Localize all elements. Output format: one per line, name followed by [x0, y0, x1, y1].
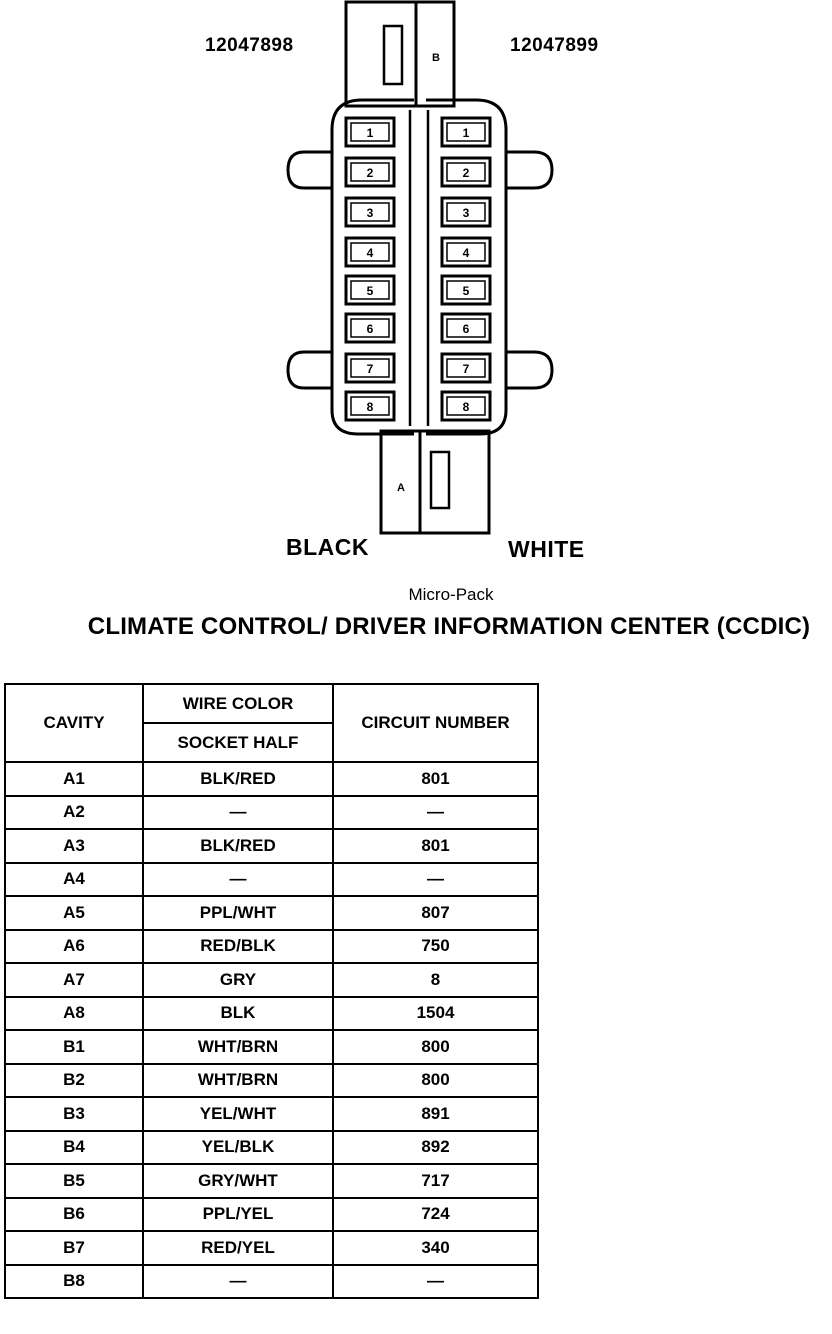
- cavity-cell: A3: [5, 829, 143, 863]
- table-row: [5, 896, 538, 930]
- wire-color-cell: YEL/WHT: [143, 1097, 333, 1131]
- circuit-number-cell: 891: [333, 1097, 538, 1131]
- label-black: BLACK: [286, 534, 369, 560]
- table-row: [5, 829, 538, 863]
- half-a-letter: A: [397, 482, 405, 494]
- cavity-cell: B2: [5, 1064, 143, 1098]
- table-row: [5, 997, 538, 1031]
- half-b-latch-slot: [384, 26, 402, 84]
- caption-subtitle: Micro-Pack: [408, 585, 494, 604]
- wire-color-cell: PPL/YEL: [143, 1198, 333, 1232]
- wire-color-cell: RED/BLK: [143, 930, 333, 964]
- cavity-number-white-1: 1: [462, 126, 470, 140]
- cavity-cell: A2: [5, 796, 143, 830]
- cavity-number-black-6: 6: [366, 322, 374, 336]
- cavity-number-black-5: 5: [366, 284, 374, 298]
- half-a-latch-slot: [431, 452, 449, 508]
- cavity-number-black-1: 1: [366, 126, 374, 140]
- header-socket-half: SOCKET HALF: [143, 723, 333, 762]
- wire-color-cell: YEL/BLK: [143, 1131, 333, 1165]
- table-row: [5, 930, 538, 964]
- circuit-number-cell: 892: [333, 1131, 538, 1165]
- table-row: [5, 762, 538, 796]
- table-row: [5, 1030, 538, 1064]
- ear-right-top: [506, 152, 552, 188]
- cavity-cell: A8: [5, 997, 143, 1031]
- circuit-number-cell: 340: [333, 1231, 538, 1265]
- circuit-number-cell: —: [333, 796, 538, 830]
- cavity-cell: A6: [5, 930, 143, 964]
- cavity-cell: A1: [5, 762, 143, 796]
- cavity-number-white-7: 7: [462, 362, 470, 376]
- half-b-letter: B: [432, 52, 440, 64]
- circuit-number-cell: 800: [333, 1064, 538, 1098]
- circuit-number-cell: 800: [333, 1030, 538, 1064]
- table-row: [5, 1097, 538, 1131]
- pinout-table: [4, 683, 539, 1299]
- cavity-cell: A7: [5, 963, 143, 997]
- table-row: [5, 963, 538, 997]
- cavity-cell: B8: [5, 1265, 143, 1299]
- cavity-number-black-3: 3: [366, 206, 374, 220]
- cavity-number-black-4: 4: [366, 246, 374, 260]
- circuit-number-cell: —: [333, 1265, 538, 1299]
- wire-color-cell: WHT/BRN: [143, 1064, 333, 1098]
- cavity-number-white-8: 8: [462, 400, 470, 414]
- table-row: [5, 1131, 538, 1165]
- circuit-number-cell: 750: [333, 930, 538, 964]
- connector-diagram: [0, 0, 832, 660]
- wire-color-cell: GRY/WHT: [143, 1164, 333, 1198]
- table-row: [5, 796, 538, 830]
- cavity-number-white-2: 2: [462, 166, 470, 180]
- cavity-cell: A4: [5, 863, 143, 897]
- cavity-cell: B1: [5, 1030, 143, 1064]
- cavity-cell: A5: [5, 896, 143, 930]
- wire-color-cell: GRY: [143, 963, 333, 997]
- cavity-cell: B5: [5, 1164, 143, 1198]
- circuit-number-cell: 801: [333, 829, 538, 863]
- part-number-black: 12047898: [205, 35, 294, 56]
- cavity-number-white-4: 4: [462, 246, 470, 260]
- cavity-number-white-5: 5: [462, 284, 470, 298]
- circuit-number-cell: 717: [333, 1164, 538, 1198]
- cavity-cell: B7: [5, 1231, 143, 1265]
- cavity-number-white-3: 3: [462, 206, 470, 220]
- header-circuit-number: CIRCUIT NUMBER: [333, 684, 538, 762]
- header-wire-color: WIRE COLOR: [143, 684, 333, 723]
- cavity-number-black-7: 7: [366, 362, 374, 376]
- table-row: [5, 1198, 538, 1232]
- caption-title: CLIMATE CONTROL/ DRIVER INFORMATION CENTER (CCDIC): [87, 613, 811, 640]
- cavity-cell: B3: [5, 1097, 143, 1131]
- cavity-cell: B6: [5, 1198, 143, 1232]
- wire-color-cell: BLK: [143, 997, 333, 1031]
- ear-right-bottom: [506, 352, 552, 388]
- circuit-number-cell: 724: [333, 1198, 538, 1232]
- circuit-number-cell: 807: [333, 896, 538, 930]
- wire-color-cell: PPL/WHT: [143, 896, 333, 930]
- wire-color-cell: —: [143, 863, 333, 897]
- cavity-cell: B4: [5, 1131, 143, 1165]
- table-row: [5, 1231, 538, 1265]
- circuit-number-cell: 1504: [333, 997, 538, 1031]
- circuit-number-cell: 801: [333, 762, 538, 796]
- table-row: [5, 1064, 538, 1098]
- label-white: WHITE: [508, 536, 585, 562]
- wire-color-cell: —: [143, 796, 333, 830]
- wire-color-cell: WHT/BRN: [143, 1030, 333, 1064]
- wire-color-cell: BLK/RED: [143, 829, 333, 863]
- table-row: [5, 1265, 538, 1299]
- circuit-number-cell: —: [333, 863, 538, 897]
- cavity-number-black-2: 2: [366, 166, 374, 180]
- part-number-white: 12047899: [510, 35, 599, 56]
- wire-color-cell: BLK/RED: [143, 762, 333, 796]
- wire-color-cell: RED/YEL: [143, 1231, 333, 1265]
- table-row: [5, 1164, 538, 1198]
- circuit-number-cell: 8: [333, 963, 538, 997]
- table-row: [5, 863, 538, 897]
- header-cavity: CAVITY: [5, 684, 143, 762]
- cavity-number-white-6: 6: [462, 322, 470, 336]
- ear-left-bottom: [288, 352, 332, 388]
- wire-color-cell: —: [143, 1265, 333, 1299]
- ear-left-top: [288, 152, 332, 188]
- cavity-number-black-8: 8: [366, 400, 374, 414]
